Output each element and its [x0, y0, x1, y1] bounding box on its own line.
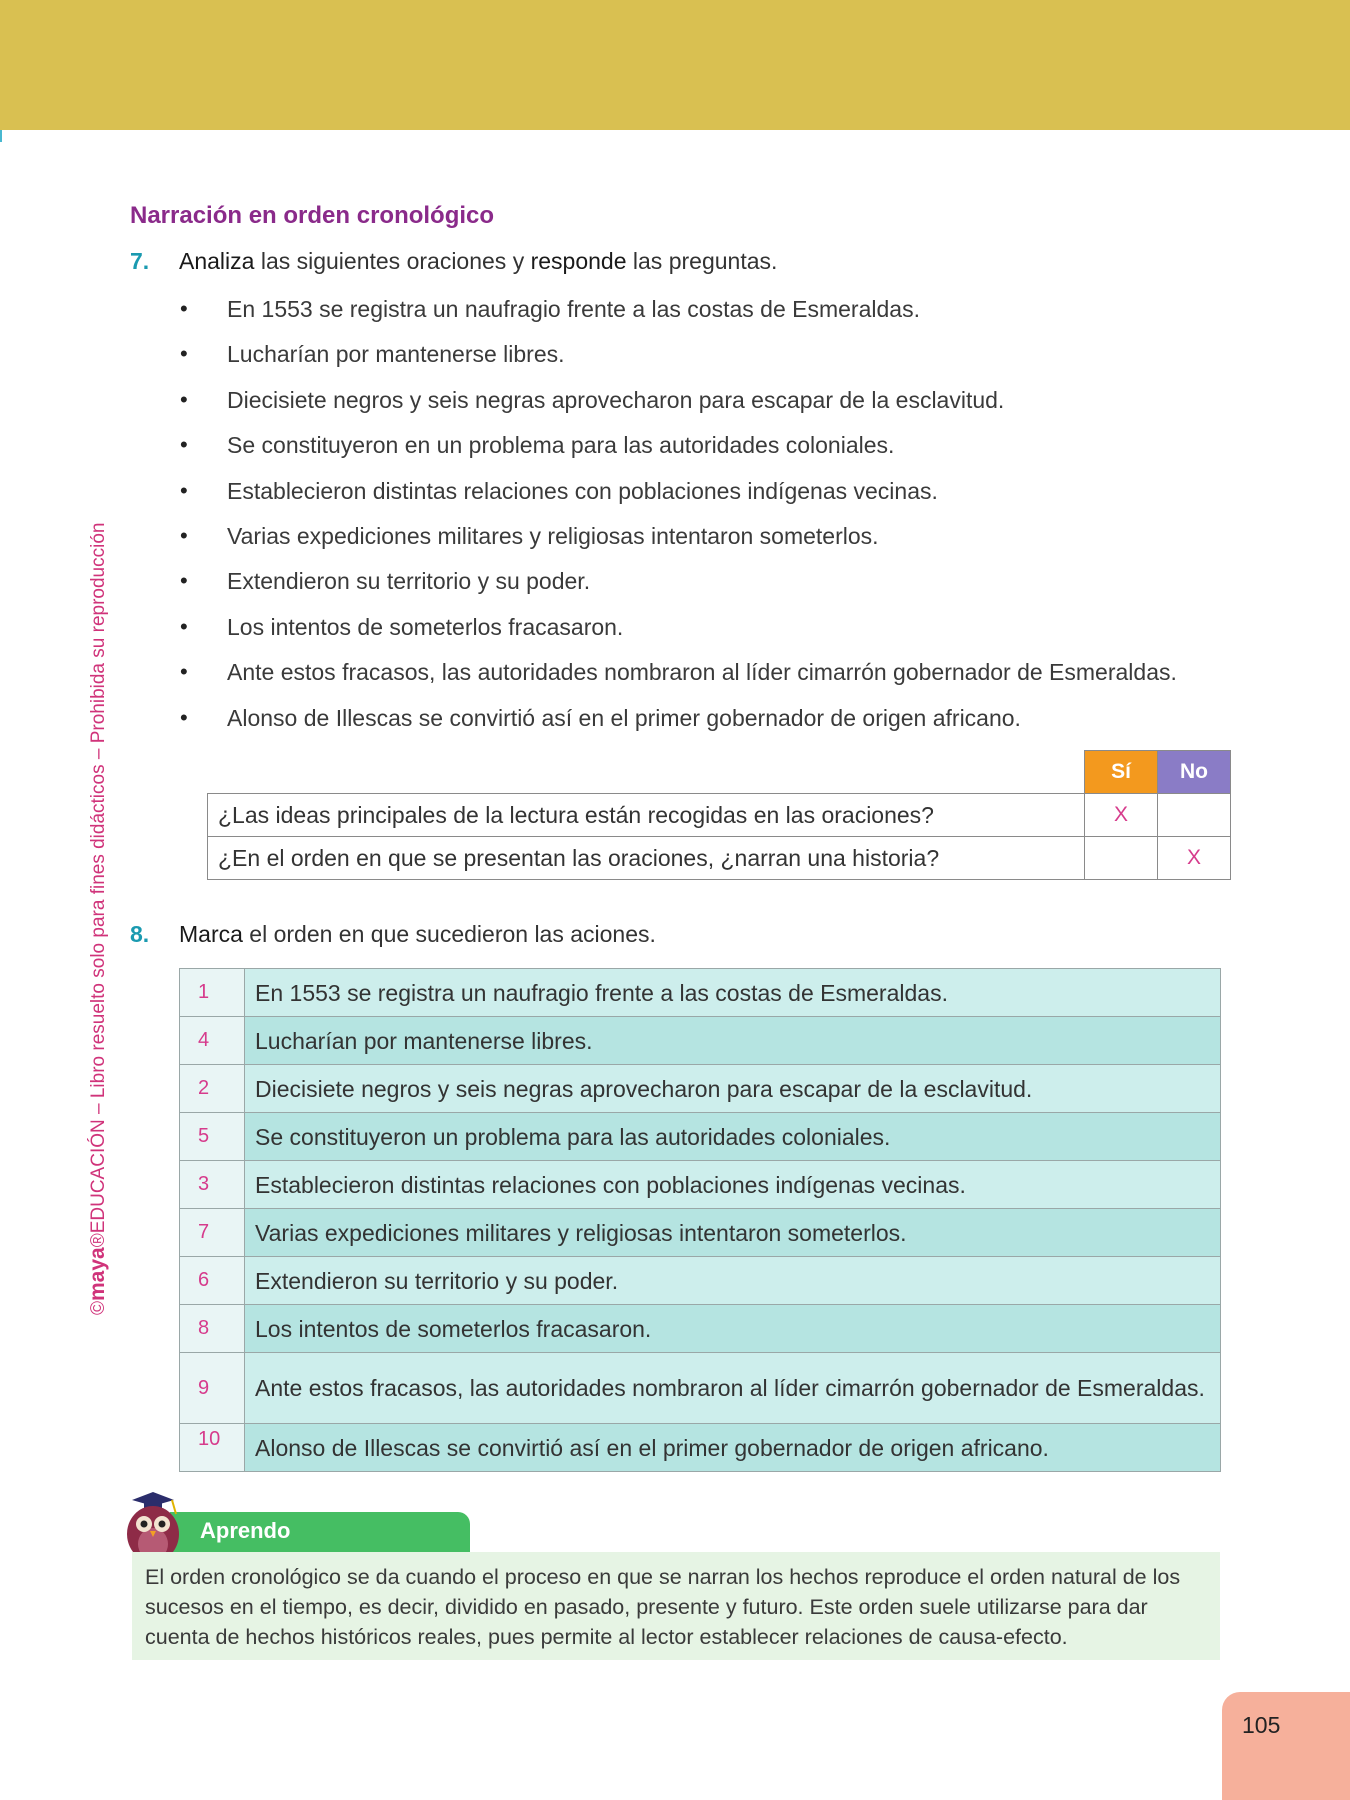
yes-no-table [207, 750, 1231, 880]
order-sentence: Varias expediciones militares y religiosas intentaron someterlos. [245, 1209, 1221, 1257]
order-sentence: Los intentos de someterlos fracasaron. [245, 1305, 1221, 1353]
q8-verb-marca: Marca [179, 921, 243, 947]
order-number[interactable]: 10 [180, 1424, 245, 1472]
q7-end: las preguntas. [626, 248, 778, 274]
q7-mid: las siguientes oraciones y [254, 248, 531, 274]
table-row [180, 1161, 1221, 1209]
order-sentence: Ante estos fracasos, las autoridades nombraron al líder cimarrón gobernador de Esmeraldas. [245, 1353, 1221, 1424]
yn-answer-no[interactable] [1158, 794, 1231, 837]
side-copyright [86, 475, 110, 1315]
table-row [180, 1209, 1221, 1257]
header-band [0, 0, 1350, 130]
yn-answer-si[interactable]: X [1085, 794, 1158, 837]
brand-logo: maya [86, 1247, 109, 1301]
order-number[interactable]: 8 [180, 1305, 245, 1353]
order-number[interactable]: 1 [180, 969, 245, 1017]
page-number: 105 [1242, 1712, 1281, 1738]
order-sentence: Extendieron su territorio y su poder. [245, 1257, 1221, 1305]
yn-answer-no[interactable]: X [1158, 837, 1231, 880]
order-number[interactable]: 9 [180, 1353, 245, 1424]
yn-question: ¿Las ideas principales de la lectura están recogidas en las oraciones? [208, 794, 1085, 837]
yn-header-si: Sí [1085, 751, 1158, 794]
q7-verb-responde: responde [530, 248, 627, 274]
order-number[interactable]: 4 [180, 1017, 245, 1065]
order-sentence: Se constituyeron un problema para las autoridades coloniales. [245, 1113, 1221, 1161]
order-number[interactable]: 5 [180, 1113, 245, 1161]
order-number[interactable]: 2 [180, 1065, 245, 1113]
list-item: • Diecisiete negros y seis negras aprovecharon para escapar de la esclavitud. [180, 383, 1177, 428]
aprendo-title: Aprendo [200, 1518, 291, 1543]
list-item: • Los intentos de someterlos fracasaron. [180, 610, 1177, 655]
table-row [180, 1257, 1221, 1305]
order-number[interactable]: 6 [180, 1257, 245, 1305]
section-title: Narración en orden cronológico [130, 202, 495, 229]
list-item: • Extendieron su territorio y su poder. [180, 564, 1177, 609]
sentence-list [180, 292, 1177, 746]
question-7-prompt [179, 248, 777, 275]
list-item: • Alonso de Illescas se convirtió así en el primer gobernador de origen africano. [180, 701, 1177, 746]
table-row [180, 1065, 1221, 1113]
order-sentence: Establecieron distintas relaciones con poblaciones indígenas vecinas. [245, 1161, 1221, 1209]
yn-header-blank [208, 751, 1085, 794]
table-row [180, 1113, 1221, 1161]
yn-answer-si[interactable] [1085, 837, 1158, 880]
table-row [180, 969, 1221, 1017]
question-8-prompt [179, 921, 656, 948]
table-row [180, 1353, 1221, 1424]
question-7-number: 7. [130, 248, 150, 274]
copyright-symbol: © [88, 1301, 109, 1315]
page-number-tab [1222, 1692, 1350, 1800]
copyright-text: ®EDUCACIÓN – Libro resuelto solo para fines didácticos – Prohibida su reproducción [88, 522, 109, 1248]
order-sentence: Diecisiete negros y seis negras aprovecharon para escapar de la esclavitud. [245, 1065, 1221, 1113]
list-item: • Establecieron distintas relaciones con poblaciones indígenas vecinas. [180, 474, 1177, 519]
order-sentence: Lucharían por mantenerse libres. [245, 1017, 1221, 1065]
aprendo-text: El orden cronológico se da cuando el proceso en que se narran los hechos reproduce el orden natural de los sucesos en el tiempo, es decir, dividido en pasado, presente y futuro. Este orden suele utilizarse para dar cuenta de hechos históricos reales, pues permite al lector establecer relaciones de causa-efecto. [145, 1565, 1181, 1649]
question-8-number: 8. [130, 921, 150, 947]
order-sentence: Alonso de Illescas se convirtió así en el primer gobernador de origen africano. [245, 1424, 1221, 1472]
order-sentence: En 1553 se registra un naufragio frente a las costas de Esmeraldas. [245, 969, 1221, 1017]
list-item: • Ante estos fracasos, las autoridades nombraron al líder cimarrón gobernador de Esmeraldas. [180, 655, 1177, 700]
list-item: • Varias expediciones militares y religiosas intentaron someterlos. [180, 519, 1177, 564]
order-table [179, 968, 1221, 1472]
table-row [208, 794, 1231, 837]
table-row [180, 1017, 1221, 1065]
order-number[interactable]: 3 [180, 1161, 245, 1209]
table-row [180, 1305, 1221, 1353]
list-item: • Lucharían por mantenerse libres. [180, 337, 1177, 382]
list-item: • En 1553 se registra un naufragio frente a las costas de Esmeraldas. [180, 292, 1177, 337]
q7-verb-analiza: Analiza [179, 248, 255, 274]
table-row [180, 1424, 1221, 1472]
yn-header-no: No [1158, 751, 1231, 794]
order-number[interactable]: 7 [180, 1209, 245, 1257]
list-item: • Se constituyeron en un problema para las autoridades coloniales. [180, 428, 1177, 473]
header-accent [0, 130, 2, 142]
table-row [208, 837, 1231, 880]
q8-rest: el orden en que sucedieron las aciones. [242, 921, 656, 947]
yn-question: ¿En el orden en que se presentan las oraciones, ¿narran una historia? [208, 837, 1085, 880]
